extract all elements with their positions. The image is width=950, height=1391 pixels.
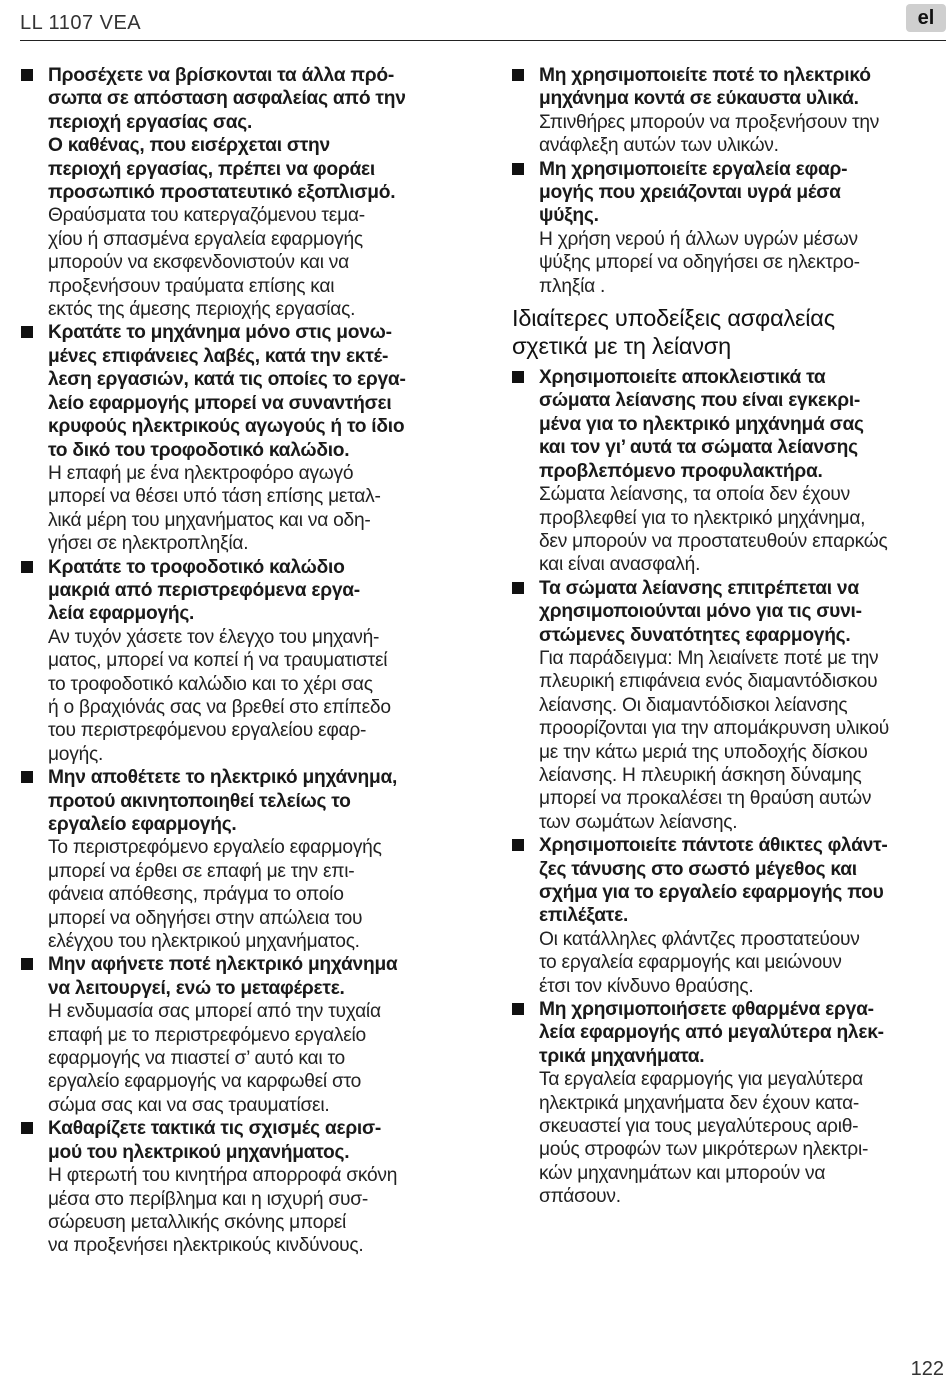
- heading-line: επιλέξατε.: [539, 905, 629, 927]
- square-bullet-icon: [512, 839, 524, 851]
- text-line: εφαρμογής να πιαστεί σ’ αυτό και το: [48, 1048, 345, 1070]
- text-line: εκτός της άμεσης περιοχής εργασίας.: [48, 299, 356, 321]
- safety-item-text: [48, 1000, 458, 1117]
- text-line: προορίζονται για την απομάκρυνση υλικού: [539, 718, 890, 740]
- safety-item-heading: [539, 158, 949, 228]
- safety-item-heading: [539, 366, 949, 483]
- text-line: ηλεκτρικά μηχανήματα δεν έχουν κατα-: [539, 1092, 860, 1114]
- text-line: ή ο βραχιόνάς σας να βρεθεί στο επίπεδο: [48, 696, 391, 718]
- text-line: σκευαστεί για τους μεγαλύτερους αριθ-: [539, 1116, 859, 1138]
- safety-item: [539, 366, 949, 577]
- text-line: με την κάτω μεριά της υποδοχής δίσκου: [539, 741, 868, 763]
- heading-line: Μη χρησιμοποιείτε εργαλεία εφαρ-: [539, 158, 848, 180]
- safety-item-heading: [539, 998, 949, 1068]
- safety-item: [48, 556, 458, 767]
- safety-item-heading: [48, 556, 458, 626]
- heading-line: Μη χρησιμοποιήσετε φθαρμένα εργα-: [539, 999, 874, 1021]
- square-bullet-icon: [21, 69, 33, 81]
- safety-item-text: [539, 647, 949, 834]
- text-line: μούς στροφών των μικρότερων ηλεκτρι-: [539, 1139, 869, 1161]
- safety-item-text: [48, 836, 458, 953]
- text-line: Σπινθήρες μπορούν να προξενήσουν την: [539, 111, 880, 133]
- heading-line: Καθαρίζετε τακτικά τις σχισμές αερισ-: [48, 1118, 382, 1140]
- text-line: πλευρική επιφάνεια ενός διαμαντόδισκου: [539, 671, 878, 693]
- safety-item: [48, 953, 458, 1117]
- safety-item-text: [539, 228, 949, 298]
- heading-line: τρικά μηχανήματα.: [539, 1045, 705, 1067]
- text-line: λείανσης. Η πλευρική άσκηση δύναμης: [539, 764, 862, 786]
- text-line: μπορεί να έρθει σε επαφή με την επι-: [48, 860, 355, 882]
- text-line: προβλεφθεί για το ηλεκτρικό μηχάνημα,: [539, 507, 866, 529]
- heading-line: προσωπικό προστατευτικό εξοπλισμό.: [48, 182, 396, 204]
- heading-line: Χρησιμοποιείτε πάντοτε άθικτες φλάντ-: [539, 835, 888, 857]
- heading-line: προβλεπόμενο προφυλακτήρα.: [539, 460, 823, 482]
- heading-line: μένες επιφάνειες λαβές, κατά την εκτέ-: [48, 345, 389, 367]
- heading-line: κρυφούς ηλεκτρικούς αγωγούς ή το ίδιο: [48, 416, 405, 438]
- text-line: Σώματα λείανσης, τα οποία δεν έχουν: [539, 484, 850, 506]
- safety-item-text: [539, 928, 949, 998]
- text-line: μογής.: [48, 743, 104, 765]
- heading-line: λείο εφαρμογής μπορεί να συναντήσει: [48, 392, 392, 414]
- heading-line: Κρατάτε το μηχάνημα μόνο στις μονω-: [48, 322, 392, 344]
- text-line: φάνεια απόθεσης, πράγμα το οποίο: [48, 884, 344, 906]
- text-line: Η χρήση νερού ή άλλων υγρών μέσων: [539, 228, 858, 250]
- text-line: έτσι τον κίνδυνο θραύσης.: [539, 975, 754, 997]
- text-line: και είναι ανασφαλή.: [539, 554, 701, 576]
- heading-line: Προσέχετε να βρίσκονται τα άλλα πρό-: [48, 65, 395, 86]
- heading-line: στώμενες δυνατότητες εφαρμογής.: [539, 624, 851, 646]
- safety-item-text: [539, 483, 949, 577]
- text-line: Η ενδυμασία σας μπορεί από την τυχαία: [48, 1001, 381, 1023]
- heading-line: σχήμα για το εργαλείο εφαρμογής που: [539, 882, 884, 903]
- text-line: εργαλείο εφαρμογής να καρφωθεί στο: [48, 1071, 362, 1093]
- page-header: [20, 0, 946, 41]
- heading-line: λεση εργασιών, κατά τις οποίες το εργα-: [48, 369, 406, 391]
- heading-line: το δικό του τροφοδοτικό καλώδιο.: [48, 439, 350, 461]
- text-line: το εργαλεία εφαρμογής και μειώνουν: [539, 952, 842, 974]
- square-bullet-icon: [512, 69, 524, 81]
- text-line: σώμα σας και να σας τραυματίσει.: [48, 1094, 330, 1116]
- right-column: [512, 64, 949, 1209]
- heading-line: Μην αφήνετε ποτέ ηλεκτρικό μηχάνημα: [48, 954, 398, 976]
- safety-item: [48, 321, 458, 555]
- text-line: λικά μέρη του μηχανήματος και να οδη-: [48, 509, 371, 531]
- text-line: γήσει σε ηλεκτροπληξία.: [48, 533, 249, 555]
- heading-line: περιοχή εργασίας, πρέπει να φοράει: [48, 158, 375, 180]
- heading-line: μηχάνημα κοντά σε εύκαυστα υλικά.: [539, 88, 859, 110]
- section-heading-line: Ιδιαίτερες υποδείξεις ασφαλείας: [512, 305, 835, 332]
- heading-line: λεία εφαρμογής από μεγαλύτερα ηλεκ-: [539, 1022, 884, 1044]
- safety-item: [48, 766, 458, 953]
- safety-item-text: [539, 1068, 949, 1208]
- heading-line: περιοχή εργασίας σας.: [48, 111, 253, 133]
- right-column-top-list: [539, 64, 949, 298]
- page-number: 122: [910, 1358, 944, 1380]
- safety-item: [539, 158, 949, 298]
- safety-item-text: [48, 626, 458, 766]
- heading-line: Τα σώματα λείανσης επιτρέπεται να: [539, 577, 859, 599]
- safety-item-heading: [48, 1117, 458, 1164]
- safety-item-heading: [48, 64, 458, 204]
- text-line: ψύξης μπορεί να οδηγήσει σε ηλεκτρο-: [539, 252, 860, 274]
- right-column-bottom-list: [539, 366, 949, 1209]
- heading-line: σώματα λείανσης που είναι εγκεκρι-: [539, 390, 861, 412]
- heading-line: ψύξης.: [539, 205, 599, 227]
- text-line: επαφή με το περιστρεφόμενο εργαλείο: [48, 1024, 366, 1046]
- text-line: μπορεί να προκαλέσει τη θραύση αυτών: [539, 788, 872, 810]
- text-line: μπορεί να οδηγήσει στην απώλεια του: [48, 907, 363, 929]
- heading-line: να λειτουργεί, ενώ το μεταφέρετε.: [48, 977, 345, 999]
- safety-item-text: [48, 462, 458, 556]
- text-line: να προξενήσει ηλεκτρικούς κινδύνους.: [48, 1235, 364, 1257]
- text-line: μπορεί να θέσει υπό τάση επίσης μεταλ-: [48, 486, 381, 508]
- safety-item-heading: [539, 577, 949, 647]
- text-line: ανάφλεξη αυτών των υλικών.: [539, 135, 779, 157]
- text-line: Θραύσματα του κατεργαζόμενου τεμα-: [48, 205, 365, 227]
- text-line: το τροφοδοτικό καλώδιο και το χέρι σας: [48, 673, 373, 695]
- square-bullet-icon: [512, 1003, 524, 1015]
- square-bullet-icon: [21, 561, 33, 573]
- heading-line: μού του ηλεκτρικού μηχανήματος.: [48, 1141, 350, 1163]
- safety-item-text: [539, 111, 949, 158]
- square-bullet-icon: [512, 371, 524, 383]
- square-bullet-icon: [512, 163, 524, 175]
- heading-line: μογής που χρειάζονται υγρά μέσα: [539, 182, 841, 204]
- text-line: του περιστρεφόμενου εργαλείου εφαρ-: [48, 720, 367, 742]
- text-line: Οι κατάλληλες φλάντζες προστατεύουν: [539, 928, 860, 950]
- safety-item: [539, 64, 949, 158]
- text-line: σπάσουν.: [539, 1186, 621, 1208]
- text-line: ελέγχου του ηλεκτρικού μηχανήματος.: [48, 931, 360, 953]
- safety-item-heading: [48, 766, 458, 836]
- safety-item-heading: [539, 64, 949, 111]
- text-line: Η φτερωτή του κινητήρα απορροφά σκόνη: [48, 1165, 398, 1187]
- text-line: μπορούν να εκσφενδονιστούν και να: [48, 252, 349, 274]
- text-line: των σωμάτων λείανσης.: [539, 811, 738, 833]
- heading-line: Χρησιμοποιείτε αποκλειστικά τα: [539, 367, 826, 389]
- section-heading: [512, 304, 949, 360]
- square-bullet-icon: [21, 326, 33, 338]
- safety-item: [539, 577, 949, 834]
- safety-item: [539, 998, 949, 1209]
- text-line: Η επαφή με ένα ηλεκτροφόρο αγωγό: [48, 462, 354, 484]
- safety-item-heading: [48, 321, 458, 461]
- square-bullet-icon: [21, 771, 33, 783]
- left-column: [48, 64, 458, 1258]
- text-line: χίου ή σπασμένα εργαλεία εφαρμογής: [48, 228, 363, 250]
- heading-line: χρησιμοποιούνται μόνο για τις συνι-: [539, 601, 862, 623]
- language-badge: el: [906, 4, 946, 32]
- text-line: πληξία .: [539, 275, 606, 297]
- text-line: Το περιστρεφόμενο εργαλείο εφαρμογής: [48, 837, 382, 859]
- document-id: LL 1107 VEA: [20, 12, 142, 34]
- section-heading-line: σχετικά με τη λείανση: [512, 333, 731, 360]
- heading-line: ζες τάνυσης στο σωστό μέγεθος και: [539, 858, 857, 880]
- text-line: λείανσης. Οι διαμαντόδισκοι λείανσης: [539, 694, 848, 716]
- safety-item-heading: [539, 834, 949, 928]
- text-line: Αν τυχόν χάσετε τον έλεγχο του μηχανή-: [48, 626, 380, 648]
- safety-item-text: [48, 204, 458, 321]
- heading-line: Μη χρησιμοποιείτε ποτέ το ηλεκτρικό: [539, 65, 871, 86]
- heading-line: και τον γι’ αυτά τα σώματα λείανσης: [539, 437, 858, 459]
- square-bullet-icon: [21, 958, 33, 970]
- safety-item-heading: [48, 953, 458, 1000]
- heading-line: λεία εφαρμογής.: [48, 603, 195, 625]
- safety-item: [539, 834, 949, 998]
- heading-line: σωπα σε απόσταση ασφαλείας από την: [48, 88, 406, 110]
- text-line: μέσα στο περίβλημα και η ισχυρή συσ-: [48, 1188, 368, 1210]
- text-line: Τα εργαλεία εφαρμογής για μεγαλύτερα: [539, 1069, 863, 1091]
- heading-line: Ο καθένας, που εισέρχεται στην: [48, 135, 330, 157]
- text-line: σώρευση μεταλλικής σκόνης μπορεί: [48, 1211, 347, 1233]
- heading-line: Μην αποθέτετε το ηλεκτρικό μηχάνημα,: [48, 767, 398, 789]
- text-line: Για παράδειγμα: Μη λειαίνετε ποτέ με την: [539, 647, 879, 669]
- heading-line: μένα για το ηλεκτρικό μηχάνημά σας: [539, 413, 864, 435]
- text-line: ματος, μπορεί να κοπεί ή να τραυματιστεί: [48, 650, 388, 672]
- square-bullet-icon: [21, 1122, 33, 1134]
- heading-line: μακριά από περιστρεφόμενα εργα-: [48, 579, 360, 601]
- heading-line: Κρατάτε το τροφοδοτικό καλώδιο: [48, 556, 345, 578]
- safety-item: [48, 1117, 458, 1257]
- safety-item-text: [48, 1164, 458, 1258]
- safety-item: [48, 64, 458, 321]
- heading-line: εργαλείο εφαρμογής.: [48, 814, 237, 835]
- square-bullet-icon: [512, 582, 524, 594]
- text-line: δεν μπορούν να προστατευθούν επαρκώς: [539, 530, 888, 552]
- heading-line: προτού ακινητοποιηθεί τελείως το: [48, 790, 351, 812]
- text-line: κών μηχανημάτων και μπορούν να: [539, 1162, 826, 1184]
- text-line: προξενήσουν τραύματα επίσης και: [48, 275, 335, 297]
